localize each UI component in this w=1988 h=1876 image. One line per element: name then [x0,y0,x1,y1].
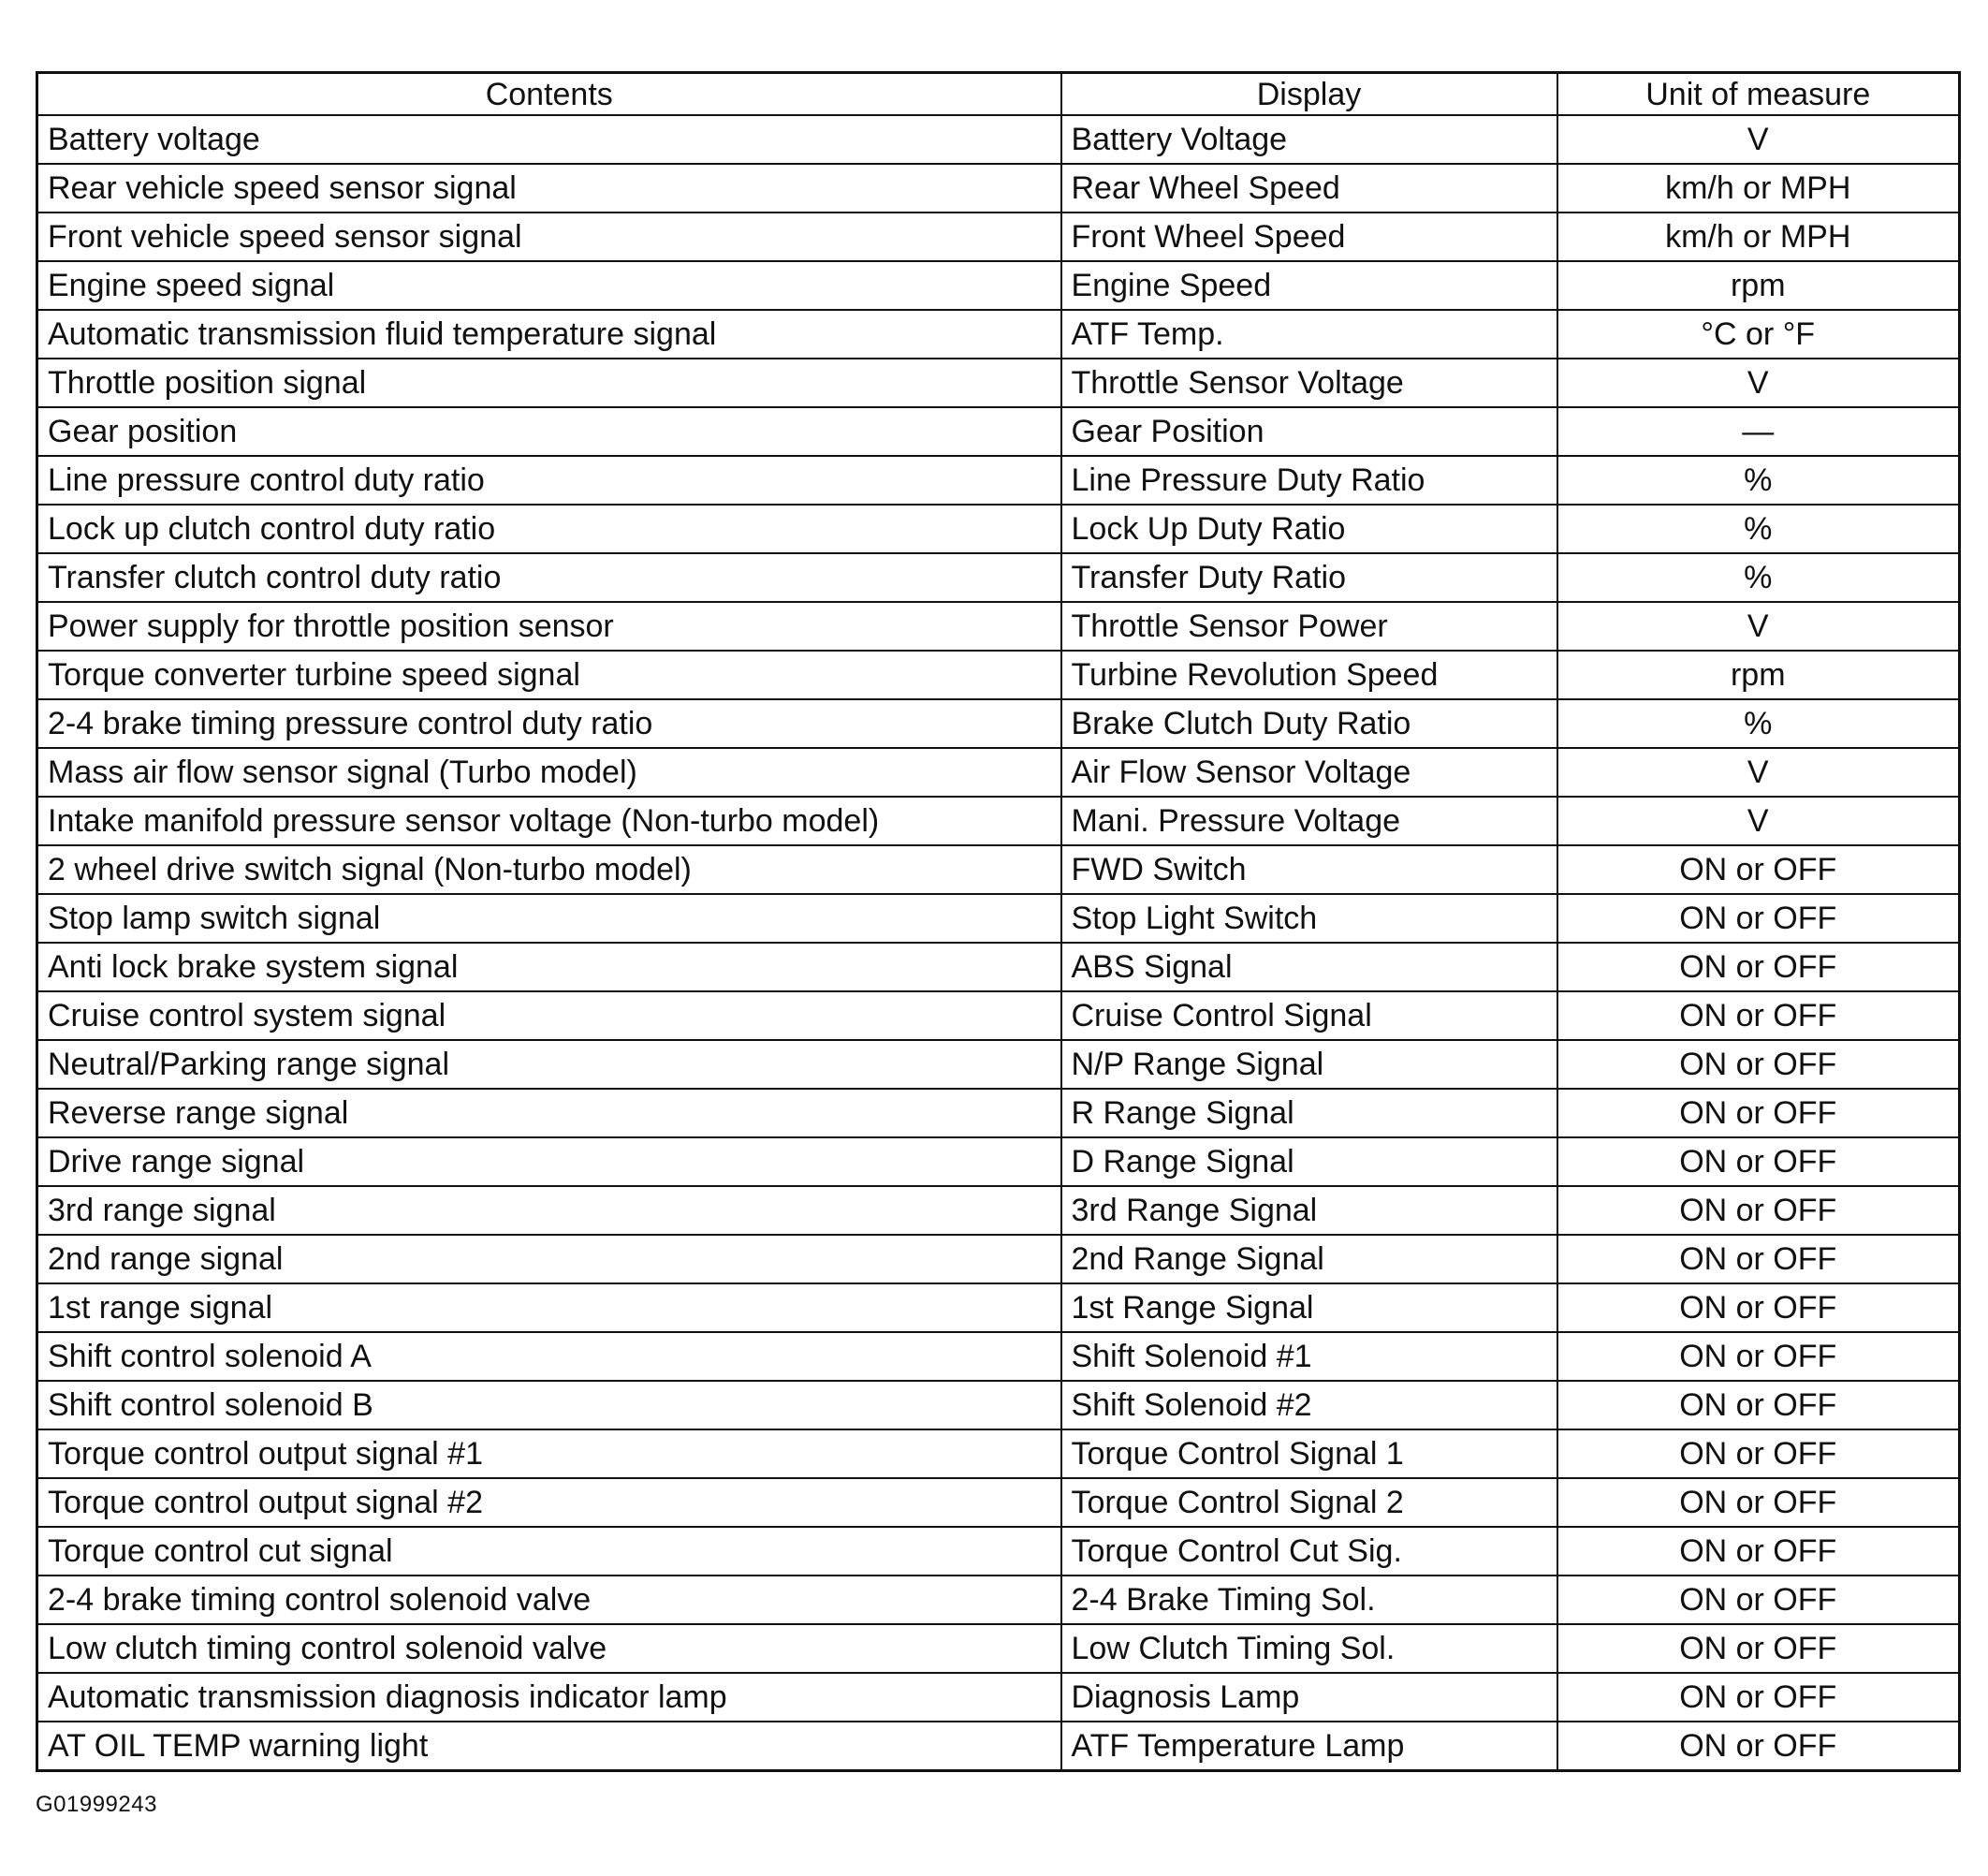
table-row [37,991,1960,1040]
unit-cell: ON or OFF [1557,1040,1960,1089]
display-cell: Throttle Sensor Voltage [1061,359,1557,407]
table-row [37,1527,1960,1576]
display-cell: Low Clutch Timing Sol. [1061,1624,1557,1673]
unit-cell: ON or OFF [1557,845,1960,894]
table-row [37,943,1960,991]
unit-cell: V [1557,359,1960,407]
table-row [37,1283,1960,1332]
contents-cell: Automatic transmission diagnosis indicator lamp [37,1673,1061,1722]
display-cell: D Range Signal [1061,1137,1557,1186]
display-cell: R Range Signal [1061,1089,1557,1137]
display-cell: ATF Temp. [1061,310,1557,359]
display-cell: Shift Solenoid #2 [1061,1381,1557,1429]
unit-cell: km/h or MPH [1557,164,1960,213]
unit-cell: % [1557,553,1960,602]
display-cell: Turbine Revolution Speed [1061,651,1557,699]
display-cell: Brake Clutch Duty Ratio [1061,699,1557,748]
contents-cell: Anti lock brake system signal [37,943,1061,991]
figure-code: G01999243 [36,1792,157,1817]
contents-cell: Automatic transmission fluid temperature signal [37,310,1061,359]
table-row [37,505,1960,553]
unit-cell: V [1557,115,1960,164]
unit-cell: ON or OFF [1557,1235,1960,1283]
contents-cell: 3rd range signal [37,1186,1061,1235]
unit-cell: % [1557,699,1960,748]
contents-cell: Power supply for throttle position sensor [37,602,1061,651]
contents-cell: 2-4 brake timing control solenoid valve [37,1576,1061,1624]
display-cell: Air Flow Sensor Voltage [1061,748,1557,797]
display-cell: ABS Signal [1061,943,1557,991]
contents-cell: Low clutch timing control solenoid valve [37,1624,1061,1673]
table-row [37,1478,1960,1527]
table-row [37,1137,1960,1186]
table-row [37,602,1960,651]
header-contents: Contents [37,73,1061,116]
table-row [37,1186,1960,1235]
contents-cell: 2nd range signal [37,1235,1061,1283]
unit-cell: °C or °F [1557,310,1960,359]
contents-cell: Stop lamp switch signal [37,894,1061,943]
display-cell: 1st Range Signal [1061,1283,1557,1332]
contents-cell: Shift control solenoid B [37,1381,1061,1429]
table-row [37,553,1960,602]
unit-cell: V [1557,748,1960,797]
header-display: Display [1061,73,1557,116]
unit-cell: ON or OFF [1557,1527,1960,1576]
contents-cell: 2 wheel drive switch signal (Non-turbo model) [37,845,1061,894]
table-row [37,1332,1960,1381]
contents-cell: Torque control cut signal [37,1527,1061,1576]
unit-cell: % [1557,505,1960,553]
display-cell: Battery Voltage [1061,115,1557,164]
unit-cell: rpm [1557,261,1960,310]
table-body [37,115,1960,1771]
display-cell: Cruise Control Signal [1061,991,1557,1040]
contents-cell: Reverse range signal [37,1089,1061,1137]
display-cell: Mani. Pressure Voltage [1061,797,1557,845]
contents-cell: Engine speed signal [37,261,1061,310]
display-cell: FWD Switch [1061,845,1557,894]
unit-cell: V [1557,797,1960,845]
display-cell: Gear Position [1061,407,1557,456]
contents-cell: Torque control output signal #2 [37,1478,1061,1527]
display-cell: 3rd Range Signal [1061,1186,1557,1235]
display-cell: Rear Wheel Speed [1061,164,1557,213]
unit-cell: ON or OFF [1557,1722,1960,1771]
unit-cell: ON or OFF [1557,1576,1960,1624]
table-row [37,261,1960,310]
display-cell: 2-4 Brake Timing Sol. [1061,1576,1557,1624]
table-row [37,845,1960,894]
contents-cell: Battery voltage [37,115,1061,164]
contents-cell: 2-4 brake timing pressure control duty ratio [37,699,1061,748]
data-table [36,71,1961,1772]
unit-cell: ON or OFF [1557,894,1960,943]
unit-cell: ON or OFF [1557,1429,1960,1478]
contents-cell: Front vehicle speed sensor signal [37,213,1061,261]
unit-cell: ON or OFF [1557,1332,1960,1381]
header-unit: Unit of measure [1557,73,1960,116]
unit-cell: ON or OFF [1557,1624,1960,1673]
table-row [37,1089,1960,1137]
table-row [37,407,1960,456]
table-row [37,1624,1960,1673]
unit-cell: — [1557,407,1960,456]
table-row [37,894,1960,943]
contents-cell: Neutral/Parking range signal [37,1040,1061,1089]
display-cell: Shift Solenoid #1 [1061,1332,1557,1381]
display-cell: N/P Range Signal [1061,1040,1557,1089]
table-row [37,1381,1960,1429]
table-row [37,1673,1960,1722]
contents-cell: AT OIL TEMP warning light [37,1722,1061,1771]
table-row [37,359,1960,407]
unit-cell: ON or OFF [1557,991,1960,1040]
contents-cell: Torque converter turbine speed signal [37,651,1061,699]
display-cell: 2nd Range Signal [1061,1235,1557,1283]
display-cell: Engine Speed [1061,261,1557,310]
unit-cell: ON or OFF [1557,1137,1960,1186]
table-row [37,115,1960,164]
display-cell: Front Wheel Speed [1061,213,1557,261]
contents-cell: Intake manifold pressure sensor voltage (Non-turbo model) [37,797,1061,845]
table-row [37,748,1960,797]
display-cell: Torque Control Cut Sig. [1061,1527,1557,1576]
unit-cell: ON or OFF [1557,943,1960,991]
display-cell: ATF Temperature Lamp [1061,1722,1557,1771]
display-cell: Stop Light Switch [1061,894,1557,943]
contents-cell: Mass air flow sensor signal (Turbo model) [37,748,1061,797]
unit-cell: rpm [1557,651,1960,699]
display-cell: Transfer Duty Ratio [1061,553,1557,602]
unit-cell: ON or OFF [1557,1381,1960,1429]
table-row [37,797,1960,845]
table-row [37,1235,1960,1283]
contents-cell: Throttle position signal [37,359,1061,407]
table-row [37,699,1960,748]
contents-cell: 1st range signal [37,1283,1061,1332]
unit-cell: % [1557,456,1960,505]
table-row [37,310,1960,359]
unit-cell: ON or OFF [1557,1186,1960,1235]
table-header-row [37,73,1960,116]
table-row [37,651,1960,699]
contents-cell: Lock up clutch control duty ratio [37,505,1061,553]
display-cell: Throttle Sensor Power [1061,602,1557,651]
display-cell: Line Pressure Duty Ratio [1061,456,1557,505]
contents-cell: Torque control output signal #1 [37,1429,1061,1478]
table-row [37,1722,1960,1771]
table-row [37,456,1960,505]
contents-cell: Drive range signal [37,1137,1061,1186]
display-cell: Diagnosis Lamp [1061,1673,1557,1722]
table-row [37,213,1960,261]
contents-cell: Gear position [37,407,1061,456]
unit-cell: km/h or MPH [1557,213,1960,261]
contents-cell: Transfer clutch control duty ratio [37,553,1061,602]
table-row [37,1040,1960,1089]
contents-cell: Rear vehicle speed sensor signal [37,164,1061,213]
contents-cell: Cruise control system signal [37,991,1061,1040]
contents-cell: Shift control solenoid A [37,1332,1061,1381]
unit-cell: ON or OFF [1557,1478,1960,1527]
unit-cell: ON or OFF [1557,1673,1960,1722]
unit-cell: ON or OFF [1557,1283,1960,1332]
table-row [37,1576,1960,1624]
display-cell: Torque Control Signal 2 [1061,1478,1557,1527]
contents-cell: Line pressure control duty ratio [37,456,1061,505]
unit-cell: ON or OFF [1557,1089,1960,1137]
display-cell: Lock Up Duty Ratio [1061,505,1557,553]
table-row [37,1429,1960,1478]
display-cell: Torque Control Signal 1 [1061,1429,1557,1478]
unit-cell: V [1557,602,1960,651]
table-row [37,164,1960,213]
